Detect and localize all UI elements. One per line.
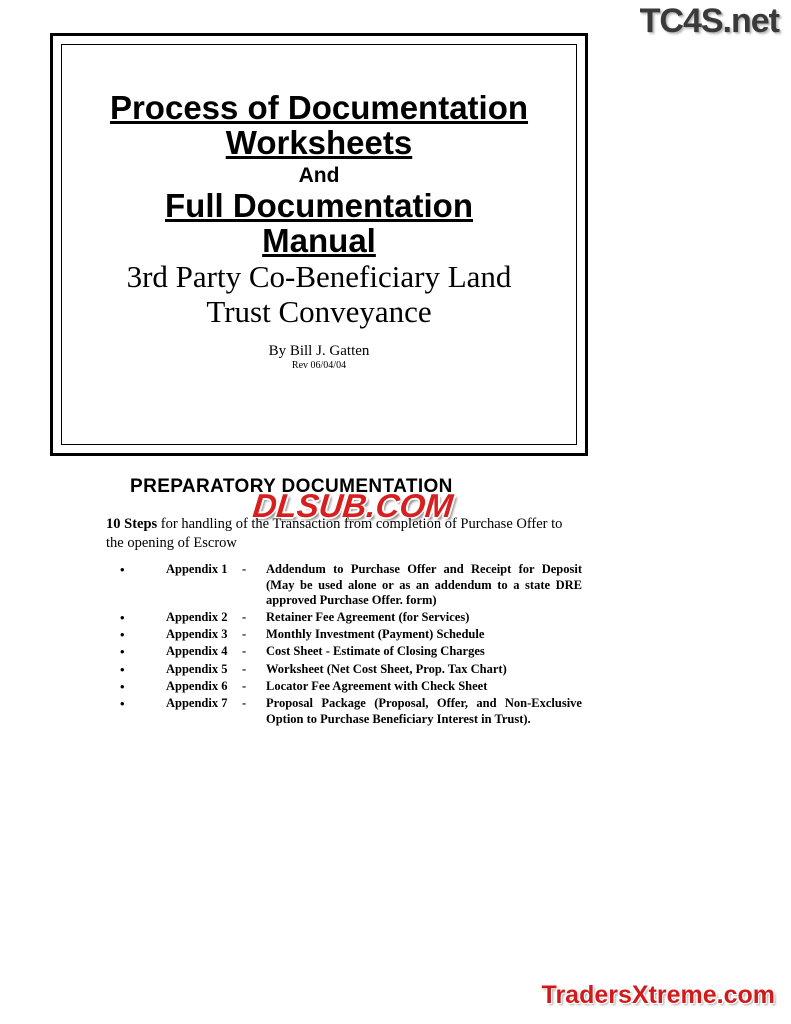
list-item bbox=[106, 662, 586, 678]
appendix-dash: - bbox=[242, 609, 247, 624]
title-line-2: Worksheets bbox=[225, 123, 413, 161]
author-line: By Bill J. Gatten bbox=[268, 342, 370, 359]
list-item bbox=[106, 627, 586, 643]
intro-steps-count: 10 Steps bbox=[106, 516, 158, 532]
bullet-icon: • bbox=[120, 644, 125, 660]
bullet-icon: • bbox=[120, 627, 125, 643]
appendix-dash: - bbox=[242, 644, 247, 659]
appendix-label: Appendix 7 bbox=[166, 696, 228, 711]
appendix-dash: - bbox=[242, 696, 247, 711]
appendix-list bbox=[106, 562, 586, 728]
tc4s-watermark: TC4S.net bbox=[639, 2, 779, 40]
appendix-label: Appendix 6 bbox=[166, 678, 228, 693]
appendix-dash: - bbox=[242, 627, 247, 642]
list-item bbox=[106, 696, 586, 727]
title-box-inner bbox=[61, 44, 577, 445]
appendix-description: Monthly Investment (Payment) Schedule bbox=[266, 627, 485, 642]
list-item bbox=[106, 610, 586, 626]
list-item bbox=[106, 562, 586, 609]
bullet-icon: • bbox=[120, 678, 125, 694]
revision-line: Rev 06/04/04 bbox=[291, 359, 347, 371]
appendix-description: Worksheet (Net Cost Sheet, Prop. Tax Chart) bbox=[266, 661, 507, 676]
bullet-icon: • bbox=[120, 609, 125, 625]
subtitle-line-1: 3rd Party Co-Beneficiary Land bbox=[126, 259, 512, 295]
bullet-icon: • bbox=[120, 661, 125, 677]
subtitle-line-2: Trust Conveyance bbox=[206, 294, 432, 330]
bullet-icon: • bbox=[120, 562, 125, 577]
appendix-description: Locator Fee Agreement with Check Sheet bbox=[266, 678, 488, 693]
appendix-description: Cost Sheet - Estimate of Closing Charges bbox=[266, 644, 485, 659]
section-heading: PREPARATORY DOCUMENTATION bbox=[130, 476, 453, 497]
bullet-icon: • bbox=[120, 696, 125, 712]
appendix-description: Addendum to Purchase Offer and Receipt for Deposit (May be used alone or as an addendum to a state DRE approved Purchase Offer. form) bbox=[266, 562, 582, 608]
list-item bbox=[106, 644, 586, 660]
appendix-label: Appendix 3 bbox=[166, 627, 228, 642]
appendix-dash: - bbox=[242, 661, 247, 676]
intro-text: for handling of the Transaction from completion of Purchase Offer to the opening of Escrow bbox=[106, 516, 563, 552]
appendix-label: Appendix 2 bbox=[166, 609, 228, 624]
title-line-3: Full Documentation bbox=[165, 187, 473, 225]
dlsub-watermark: DLSUB.COM bbox=[251, 487, 455, 524]
title-line-1: Process of Documentation bbox=[109, 89, 529, 126]
tradersxtreme-watermark: TradersXtreme.com bbox=[541, 981, 775, 1009]
appendix-dash: - bbox=[242, 678, 247, 693]
appendix-label: Appendix 5 bbox=[166, 661, 228, 676]
list-item bbox=[106, 679, 586, 695]
appendix-label: Appendix 4 bbox=[166, 644, 228, 659]
title-conjunction: And bbox=[298, 163, 340, 187]
intro-paragraph bbox=[106, 515, 576, 553]
appendix-label: Appendix 1 bbox=[166, 562, 228, 576]
title-box bbox=[50, 33, 588, 456]
appendix-description: Proposal Package (Proposal, Offer, and Non-Exclusive Option to Purchase Beneficiary Interest in Trust). bbox=[266, 696, 582, 726]
appendix-dash: - bbox=[242, 562, 247, 576]
appendix-description: Retainer Fee Agreement (for Services) bbox=[266, 609, 470, 624]
title-line-4: Manual bbox=[262, 222, 376, 260]
